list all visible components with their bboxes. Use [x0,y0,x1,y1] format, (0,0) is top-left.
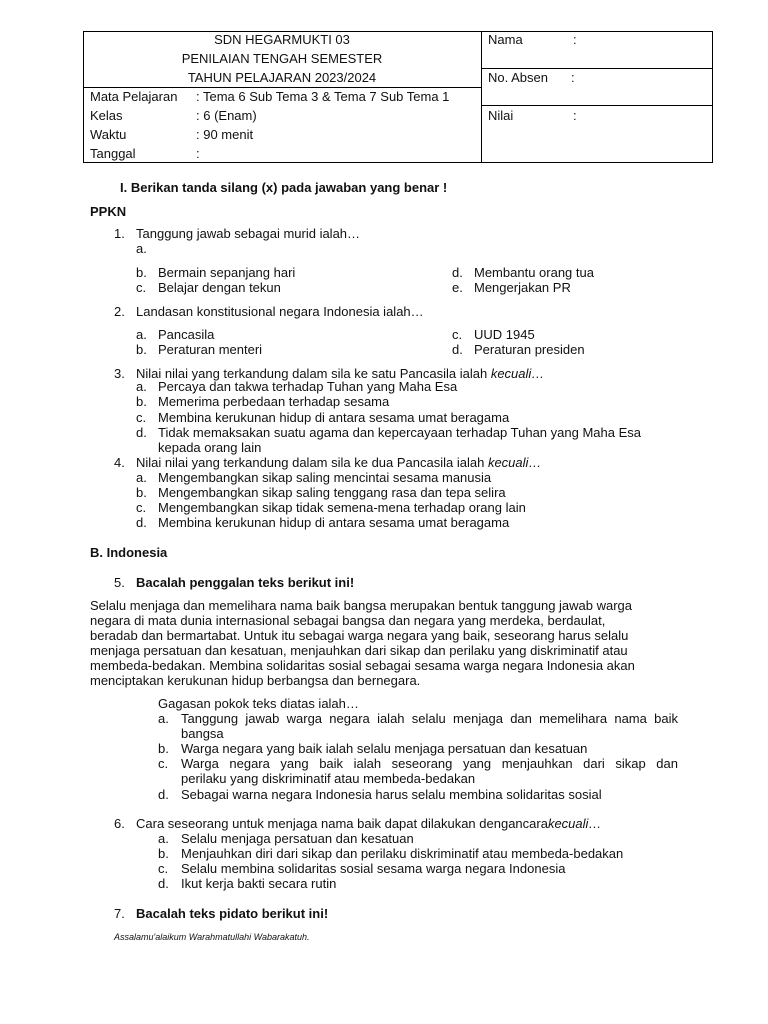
q5-option-b: Warga negara yang baik ialah selalu menjaga persatuan dan kesatuan [181,741,588,756]
section-ppkn: PPKN [90,204,127,219]
passage-line: negara di mata dunia internasional sebagai bangsa dan negara yang merdeka, berdaulat, [90,613,606,628]
q5-label-d: d. [158,787,169,802]
q1-text: Tanggung jawab sebagai murid ialah… [136,226,361,241]
q3-option-a: Percaya dan takwa terhadap Tuhan yang Maha Esa [158,379,458,394]
q5-number: 5. [114,575,125,590]
q4-label-c: c. [136,500,147,515]
q4-label-a: a. [136,470,147,485]
q2-option-b: Peraturan menteri [158,342,263,357]
header-line-right-2 [481,105,713,106]
greeting: Assalamu'alaikum Warahmatullahi Wabarakatuh. [114,932,310,942]
q1-label-e: e. [452,280,463,295]
q5-option-a-cont: bangsa [181,726,224,741]
q2-label-a: a. [136,327,147,342]
q3-label-b: b. [136,394,147,409]
q4-number: 4. [114,455,125,470]
header-divider [481,31,482,163]
q2-option-c: UUD 1945 [474,327,535,342]
q2-option-a: Pancasila [158,327,215,342]
q5-label-a: a. [158,711,169,726]
field-label-subject: Mata Pelajaran [90,89,178,104]
q2-text: Landasan konstitusional negara Indonesia ialah… [136,304,424,319]
q5-question: Gagasan pokok teks diatas ialah… [158,696,359,711]
field-label-name: Nama [488,32,523,47]
q2-label-b: b. [136,342,147,357]
q4-text: Nilai nilai yang terkandung dalam sila ke dua Pancasila ialah kecuali… [136,455,542,470]
field-value-class: : 6 (Enam) [196,108,257,123]
q1-option-b: Bermain sepanjang hari [158,265,296,280]
q1-option-a: a. [136,241,147,256]
q2-option-d: Peraturan presiden [474,342,585,357]
passage-line: membeda-bedakan. Membina solidaritas sosial sebagai sesama warga negara Indonesia akan [90,658,635,673]
q4-label-b: b. [136,485,147,500]
passage-line: beradab dan bermartabat. Untuk itu sebagai warga negara yang baik, seseorang harus selalu [90,628,629,643]
field-value-time: : 90 menit [196,127,254,142]
q3-text: Nilai nilai yang terkandung dalam sila ke satu Pancasila ialah kecuali… [136,366,545,381]
q3-option-b: Memerima perbedaan terhadap sesama [158,394,390,409]
q2-number: 2. [114,304,125,319]
exam-title: PENILAIAN TENGAH SEMESTER [181,51,383,66]
q6-label-d: d. [158,876,169,891]
q7-text: Bacalah teks pidato berikut ini! [136,906,329,921]
header-line-right-1 [481,68,713,69]
q6-label-c: c. [158,861,169,876]
q6-option-b: Menjauhkan diri dari sikap dan perilaku diskriminatif atau membeda-bedakan [181,846,624,861]
field-label-date: Tanggal [90,146,136,161]
q4-label-d: d. [136,515,147,530]
passage-line: menjaga persatuan dan kesatuan, menjauhkan dari sikap dan perilaku yang diskriminatif atau [90,643,628,658]
q3-option-c: Membina kerukunan hidup di antara sesama umat beragama [158,410,510,425]
q6-label-a: a. [158,831,169,846]
q1-option-c: Belajar dengan tekun [158,280,281,295]
field-value-subject: : Tema 6 Sub Tema 3 & Tema 7 Sub Tema 1 [196,89,450,104]
q6-option-d: Ikut kerja bakti secara rutin [181,876,337,891]
field-value-date: : [196,146,200,161]
field-value-absen: : [571,70,575,85]
q1-label-d: d. [452,265,463,280]
q5-label-b: b. [158,741,169,756]
passage-line: Selalu menjaga dan memelihara nama baik bangsa merupakan bentuk tanggung jawab warga [90,598,633,613]
q3-label-d: d. [136,425,147,440]
field-label-time: Waktu [90,127,127,142]
q4-option-d: Membina kerukunan hidup di antara sesama umat beragama [158,515,510,530]
passage-line: menciptakan kerukunan hidup berbangsa dan bernegara. [90,673,421,688]
section-indonesia: B. Indonesia [90,545,168,560]
field-value-name: : [573,32,577,47]
q5-text: Bacalah penggalan teks berikut ini! [136,575,355,590]
field-label-score: Nilai [488,108,514,123]
q6-option-c: Selalu membina solidaritas sosial sesama warga negara Indonesia [181,861,566,876]
q1-number: 1. [114,226,125,241]
q4-option-a: Mengembangkan sikap saling mencintai sesama manusia [158,470,492,485]
school-year: TAHUN PELAJARAN 2023/2024 [187,70,377,85]
q2-label-c: c. [452,327,463,342]
q1-option-d: Membantu orang tua [474,265,594,280]
q6-option-a: Selalu menjaga persatuan dan kesatuan [181,831,414,846]
q5-passage [90,598,678,688]
header-line-left [83,87,481,88]
q5-label-c: c. [158,756,169,771]
q4-option-c: Mengembangkan sikap tidak semena-mena terhadap orang lain [158,500,526,515]
q6-text: Cara seseorang untuk menjaga nama baik dapat dilakukan dengancarakecuali… [136,816,602,831]
q7-number: 7. [114,906,125,921]
q6-label-b: b. [158,846,169,861]
q3-option-d-cont: kepada orang lain [158,440,262,455]
field-label-class: Kelas [90,108,123,123]
q3-label-a: a. [136,379,147,394]
q5-option-d: Sebagai warna negara Indonesia harus selalu membina solidaritas sosial [181,787,602,802]
field-value-score: : [573,108,577,123]
q4-option-b: Mengembangkan sikap saling tenggang rasa dan tepa selira [158,485,506,500]
q5-option-c-cont: perilaku yang diskriminatif atau membeda-bedakan [181,771,476,786]
q6-number: 6. [114,816,125,831]
q5-option-c: Warga negara yang baik ialah seseorang yang menjauhkan dari sikap dan [181,756,678,771]
school-name: SDN HEGARMUKTI 03 [214,32,350,47]
q1-option-e: Mengerjakan PR [474,280,571,295]
instruction: I. Berikan tanda silang (x) pada jawaban yang benar ! [120,180,448,195]
q3-number: 3. [114,366,125,381]
q1-label-b: b. [136,265,147,280]
q2-label-d: d. [452,342,463,357]
q1-label-c: c. [136,280,147,295]
q5-option-a: Tanggung jawab warga negara ialah selalu menjaga dan memelihara nama baik [181,711,678,726]
q3-label-c: c. [136,410,147,425]
field-label-absen: No. Absen [488,70,548,85]
q3-option-d: Tidak memaksakan suatu agama dan kepercayaan terhadap Tuhan yang Maha Esa [158,425,641,440]
